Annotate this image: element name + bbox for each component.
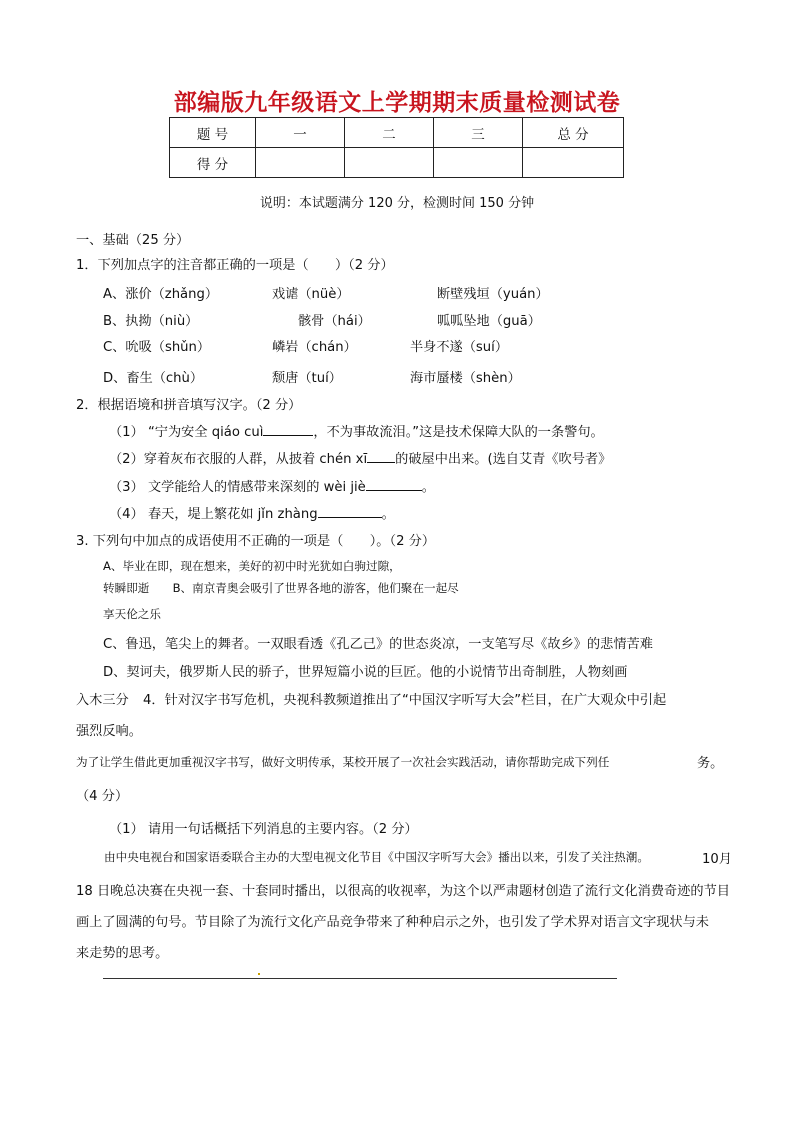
- q2-item-4-pre: （4） 春天，堤上繁花如 jǐn zhàng: [109, 507, 318, 522]
- q1-option-d-3: 海市蜃楼（shèn）: [410, 371, 521, 386]
- score-input-part1[interactable]: [256, 148, 345, 178]
- q4-sub1: （1） 请用一句话概括下列消息的主要内容。（2 分）: [109, 822, 418, 837]
- score-cell-label: 题 号: [170, 118, 256, 148]
- score-input-part2[interactable]: [345, 148, 434, 178]
- q4-stem-line3-end: 务。: [697, 756, 724, 771]
- q2-item-3-post: 。: [421, 480, 435, 495]
- q4-news-line4: 来走势的思考。: [76, 946, 169, 961]
- q4-score: （4 分）: [76, 789, 129, 804]
- q3-option-b-line2: 享天伦之乐: [103, 607, 161, 621]
- score-table-header-row: [170, 118, 624, 148]
- q2-item-2-pre: （2）穿着灰布衣服的人群，从披着 chén xī: [109, 452, 368, 467]
- q1-option-b-3: 呱呱坠地（guā）: [437, 314, 541, 329]
- score-input-total[interactable]: [523, 148, 624, 178]
- q1-option-a-1: A、涨价（zhǎng）: [103, 287, 219, 302]
- q1-option-d-2: 颓唐（tuí）: [272, 371, 342, 386]
- score-table: [169, 117, 624, 178]
- q2-item-4-post: 。: [381, 507, 395, 522]
- q3-option-d-line2: 入木三分: [76, 693, 129, 708]
- q3-stem: 3. 下列句中加点的成语使用不正确的一项是（ ）。（2 分）: [76, 534, 436, 549]
- q2-item-4: [109, 503, 395, 522]
- q4-stem-line3: 为了让学生借此更加重视汉字书写，做好文明传承，某校开展了一次社会实践活动，请你帮助完成下列任: [76, 755, 610, 769]
- q3-option-c: C、鲁迅，笔尖上的舞者。一双眼看透《孔乙己》的世态炎凉，一支笔写尽《故乡》的悲情苦难: [103, 637, 653, 652]
- score-table-score-row: [170, 148, 624, 178]
- score-cell-part3: 三: [434, 118, 523, 148]
- q2-item-1: [109, 421, 604, 440]
- q4-stem-line1: 4．针对汉字书写危机，央视科教频道推出了“中国汉字听写大会”栏目，在广大观众中引起: [143, 693, 667, 708]
- q2-item-3-pre: （3） 文学能给人的情感带来深刻的 wèi jiè: [109, 480, 366, 495]
- q2-item-2-post: 的破屋中出来。(选自艾青《吹号者》: [395, 452, 612, 467]
- q4-answer-line[interactable]: [103, 978, 617, 979]
- score-cell-total: 总 分: [523, 118, 624, 148]
- q1-option-b-1: B、执拗（niù）: [103, 314, 199, 329]
- q4-news-line2: 18 日晚总决赛在央视一套、十套同时播出，以很高的收视率，为这个以严肃题材创造了流行文化消费奇迹的节目: [76, 884, 730, 899]
- q2-blank-1[interactable]: [263, 422, 313, 436]
- q1-option-c-3: 半身不遂（suí）: [410, 340, 509, 355]
- q4-news-line1: 由中央电视台和国家语委联合主办的大型电视文化节目《中国汉字听写大会》播出以来，引发了关注热潮。: [104, 850, 649, 864]
- q1-option-a-2: 戏谑（nüè）: [272, 287, 350, 302]
- q2-item-1-post: ，不为事故流泪。”这是技术保障大队的一条警句。: [313, 425, 604, 440]
- score-cell-part2: 二: [345, 118, 434, 148]
- section-heading: 一、基础（25 分）: [76, 233, 190, 248]
- score-cell-part1: 一: [256, 118, 345, 148]
- q4-news-line3: 画上了圆满的句号。节目除了为流行文化产品竞争带来了种种启示之外，也引发了学术界对语言文字现状与未: [76, 915, 709, 930]
- q2-item-1-pre: （1） “宁为安全 qiáo cuì: [109, 425, 264, 440]
- q3-option-a-line1: A、毕业在即，现在想来，美好的初中时光犹如白驹过隙，: [103, 559, 401, 573]
- q2-stem: 2．根据语境和拼音填写汉字。（2 分）: [76, 398, 302, 413]
- ink-dot: [258, 973, 260, 975]
- q1-option-d-1: D、畜生（chù）: [103, 371, 204, 386]
- q4-stem-line2: 强烈反响。: [76, 724, 142, 739]
- exam-note: 说明：本试题满分 120 分，检测时间 150 分钟: [259, 196, 535, 211]
- q3-option-a-line2: 转瞬即逝 B、南京青奥会吸引了世界各地的游客，他们聚在一起尽: [103, 581, 459, 595]
- q1-option-a-3: 断壁残垣（yuán）: [437, 287, 549, 302]
- q2-blank-4[interactable]: [318, 504, 382, 518]
- q2-item-3: [109, 476, 435, 495]
- q2-blank-3[interactable]: [366, 477, 422, 491]
- score-input-part3[interactable]: [434, 148, 523, 178]
- q2-item-2: [109, 448, 611, 467]
- q1-option-b-2: 骸骨（hái）: [298, 314, 371, 329]
- q1-option-c-1: C、吮吸（shǔn）: [103, 340, 211, 355]
- q4-news-line1-end: 10月: [702, 852, 732, 867]
- q3-option-d-line1: D、契诃夫，俄罗斯人民的骄子，世界短篇小说的巨匠。他的小说情节出奇制胜，人物刻画: [103, 665, 628, 680]
- exam-title: 部编版九年级语文上学期期末质量检测试卷: [173, 90, 621, 116]
- q1-option-c-2: 嶙岩（chán）: [272, 340, 357, 355]
- q2-blank-2[interactable]: [367, 449, 395, 463]
- q1-stem: 1．下列加点字的注音都正确的一项是（ ）（2 分）: [76, 258, 394, 273]
- score-cell-score-label: 得 分: [170, 148, 256, 178]
